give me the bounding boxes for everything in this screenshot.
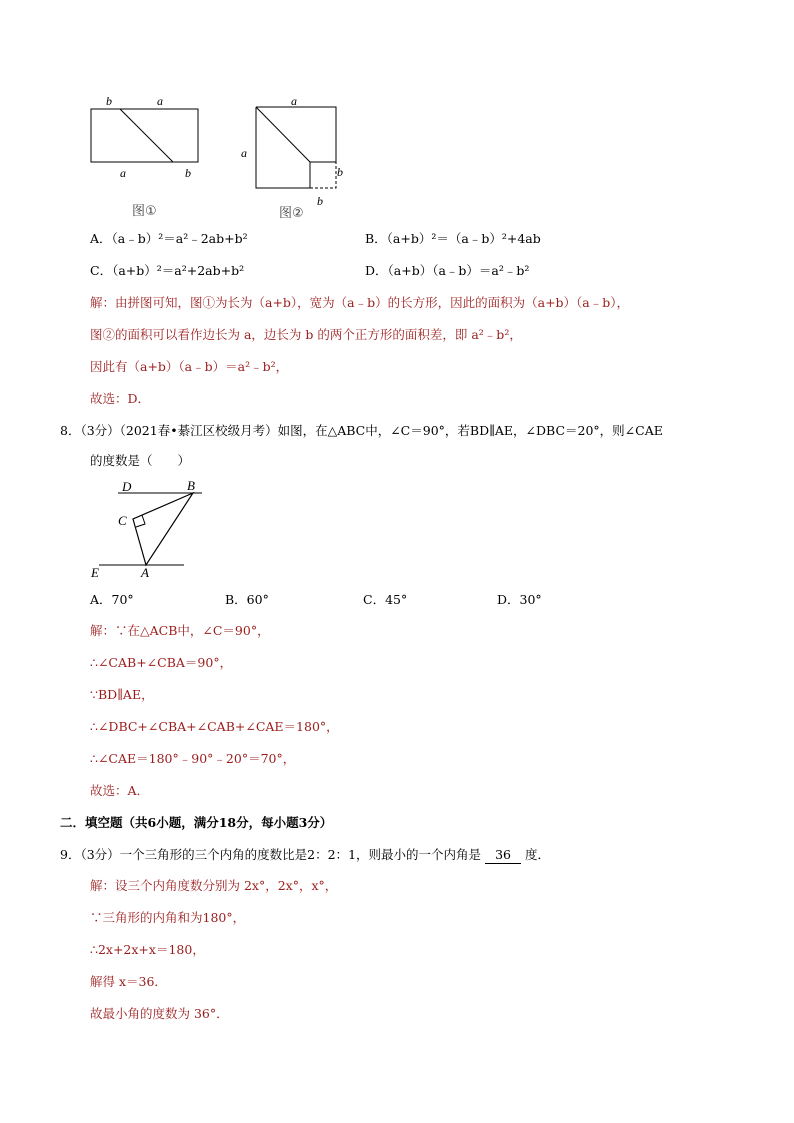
q8-triangle-figure [85, 474, 205, 584]
q8-solution-line-2: ∴∠CAB+∠CBA＝90°， [90, 655, 233, 670]
label-a: A [141, 565, 149, 580]
q7-solution-line-3: 因此有（a+b）（a﹣b）＝a²﹣b²， [90, 359, 289, 374]
fig2-diagonal [256, 107, 310, 162]
label-c: C [118, 513, 127, 528]
q9-stem-end: 度． [525, 847, 551, 862]
fig1-label-top-a: a [157, 94, 163, 108]
fig1-rectangle [91, 109, 198, 162]
q9-stem-text: 9．（3分）一个三角形的三个内角的度数比是2：2：1，则最小的一个内角是 [60, 847, 482, 862]
fig2-label-left-a: a [241, 146, 247, 160]
fig1-label-bot-a: a [120, 166, 126, 180]
fig2-label-top-a: a [291, 94, 297, 108]
q8-option-c: C．45° [363, 592, 408, 607]
q9-solution-line-5: 故最小角的度数为 36°． [90, 1006, 229, 1021]
label-b: B [187, 478, 195, 493]
q8-option-a: A．70° [90, 592, 134, 607]
q8-solution-line-4: ∴∠DBC+∠CBA+∠CAB+∠CAE＝180°， [90, 719, 339, 734]
q8-option-b: B．60° [225, 592, 269, 607]
q7-solution-line-1: 解：由拼图可知，图①为长为（a+b），宽为（a﹣b）的长方形，因此的面积为（a+b）（a﹣b）， [90, 295, 630, 310]
q8-option-d: D．30° [497, 592, 542, 607]
q8-solution-answer: 故选：A． [90, 783, 150, 798]
triangle-abc [133, 493, 193, 565]
q7-option-a: A．（a﹣b）²＝a²﹣2ab+b² [90, 231, 248, 246]
fig1-diagonal [120, 109, 173, 162]
q8-stem-line-2: 的度数是（ ） [90, 453, 191, 468]
q7-solution-answer: 故选：D． [90, 391, 151, 406]
fig2-caption: 图② [279, 206, 304, 221]
section-2-title: 二．填空题（共6小题，满分18分，每小题3分） [60, 815, 333, 830]
label-d: D [122, 479, 132, 494]
q7-option-c: C．（a+b）²＝a²+2ab+b² [90, 263, 245, 278]
fig2-dashed-square [310, 162, 336, 188]
fig1-label-bot-b: b [185, 166, 191, 180]
q8-solution-line-5: ∴∠CAE＝180°﹣90°﹣20°＝70°， [90, 751, 296, 766]
q9-answer-blank: 36 [485, 847, 521, 864]
fig2-label-bot-b: b [317, 194, 323, 208]
fig1-label-top-b: b [106, 94, 112, 108]
q9-solution-line-2: ∵三角形的内角和为180°， [90, 910, 246, 925]
fig2-label-right-b: b [337, 165, 343, 179]
q9-solution-line-1: 解：设三个内角度数分别为 2x°，2x°，x°， [90, 878, 338, 893]
q9-solution-line-4: 解得 x＝36． [90, 974, 167, 989]
q7-option-b: B．（a+b）²＝（a﹣b）²+4ab [365, 231, 541, 246]
q9-solution-line-3: ∴2x+2x+x＝180， [90, 942, 205, 957]
fig1-caption: 图① [132, 204, 157, 219]
q8-stem-line-1: 8．（3分）（2021春•綦江区校级月考）如图，在△ABC中，∠C＝90°，若BD∥AE，∠DBC＝20°，则∠CAE [60, 423, 663, 438]
q8-solution-line-3: ∵BD∥AE， [90, 687, 154, 702]
label-e: E [91, 565, 99, 580]
q7-option-d: D．（a+b）（a﹣b）＝a²﹣b² [365, 263, 530, 278]
q9-stem [60, 847, 550, 864]
figure-2 [236, 92, 356, 222]
figure-1 [85, 92, 215, 222]
q8-solution-line-1: 解：∵在△ACB中，∠C＝90°， [90, 623, 270, 638]
q7-solution-line-2: 图②的面积可以看作边长为 a，边长为 b 的两个正方形的面积差，即 a²﹣b²， [90, 327, 522, 342]
